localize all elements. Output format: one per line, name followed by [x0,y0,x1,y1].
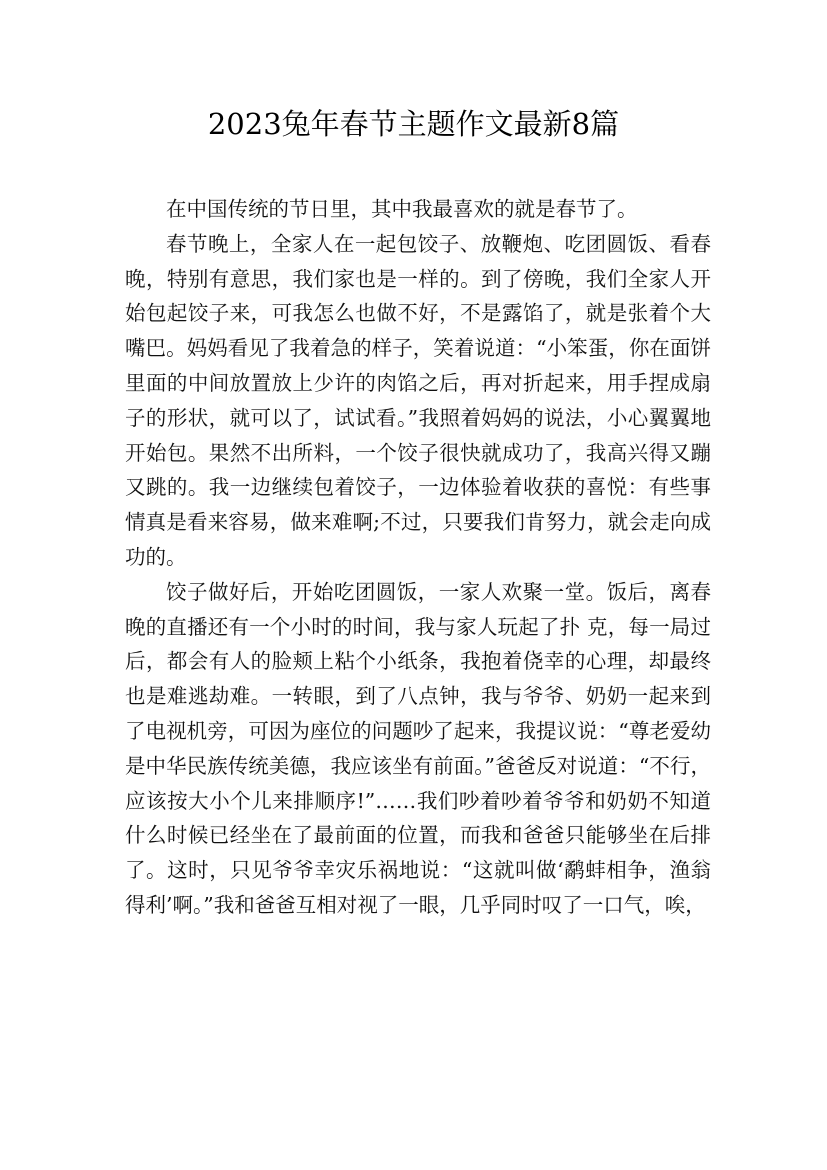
paragraph-1: 在中国传统的节日里，其中我最喜欢的就是春节了。 [166,197,638,221]
paragraph-2: 春节晚上，全家人在一起包饺子、放鞭炮、吃团圆饭、看春晚，特别有意思，我们家也是一样的。到了傍晚，我们全家人开始包起饺子来，可我怎么也做不好，不是露馅了，就是张着个大嘴巴。妈妈看见了我着急的样子，笑着说道：“小笨蛋，你在面饼里面的中间放置放上少许的肉馅之后，再对折起来，用手捏成扇子的形状，就可以了，试试看。”我照着妈妈的说法，小心翼翼地开始包。果然不出所料，一个饺子很快就成功了，我高兴得又蹦又跳的。我一边继续包着饺子，一边体验着收获的喜悦：有些事情真是看来容易，做来难啊;不过，只要我们肯努力，就会走向成功的。 [125,231,711,569]
document-title: 2023兔年春节主题作文最新8篇 [207,107,620,141]
paragraph-3: 饺子做好后，开始吃团圆饭，一家人欢聚一堂。饭后，离春晚的直播还有一个小时的时间，我与家人玩起了扑 克，每一局过后，都会有人的脸颊上粘个小纸条，我抱着侥幸的心理，却最终也是难逃劫难。一转眼，到了八点钟，我与爷爷、奶奶一起来到了电视机旁，可因为座位的问题吵了起来，我提议说：“尊老爱幼是中华民族传统美德，我应该坐有前面。”爸爸反对说道：“不行，应该按大小个儿来排顺序!”……我们吵着吵着爷爷和奶奶不知道什么时候已经坐在了最前面的位置，而我和爸爸只能够坐在后排了。这时，只见爷爷幸灾乐祸地说：“这就叫做‘鹬蚌相争，渔翁得利’啊。”我和爸爸互相对视了一眼，几乎同时叹了一口气，唉， [125,579,711,917]
document-body [125,192,711,923]
